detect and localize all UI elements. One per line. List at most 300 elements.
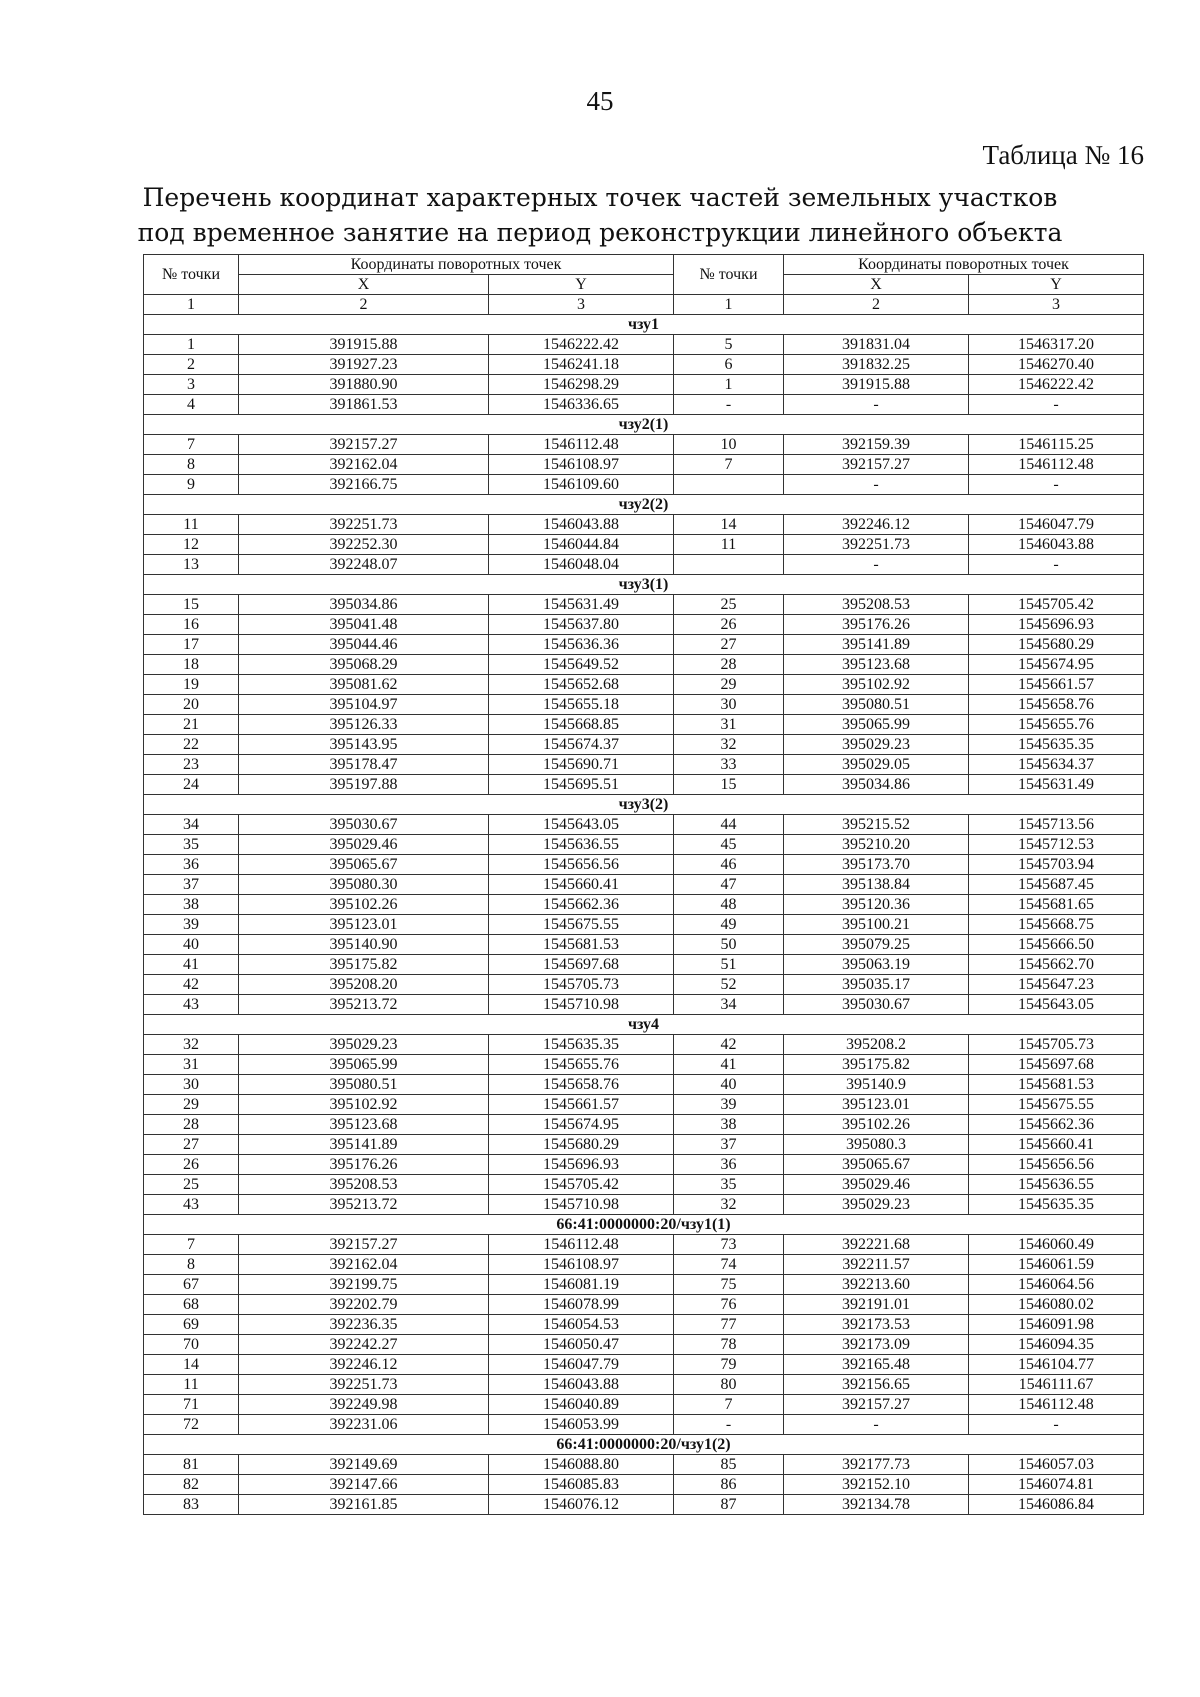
- table-cell: 395213.72: [239, 1195, 489, 1215]
- table-cell: 74: [674, 1255, 784, 1275]
- header-x: X: [784, 275, 969, 295]
- table-cell: 73: [674, 1235, 784, 1255]
- table-cell: 30: [674, 695, 784, 715]
- table-cell: 1546043.88: [489, 1375, 674, 1395]
- section-title: чзу4: [144, 1015, 1144, 1035]
- table-cell: 1546112.48: [489, 435, 674, 455]
- table-cell: 1545712.53: [969, 835, 1144, 855]
- table-cell: 1545696.93: [969, 615, 1144, 635]
- table-cell: 392251.73: [239, 515, 489, 535]
- table-cell: 392177.73: [784, 1455, 969, 1475]
- table-cell: 43: [144, 995, 239, 1015]
- table-cell: 1545658.76: [489, 1075, 674, 1095]
- table-row: [144, 1355, 1144, 1375]
- section-row: [144, 575, 1144, 595]
- table-cell: 1546109.60: [489, 475, 674, 495]
- table-cell: 1545662.70: [969, 955, 1144, 975]
- table-cell: 1546053.99: [489, 1415, 674, 1435]
- table-row: [144, 455, 1144, 475]
- table-cell: 1546115.25: [969, 435, 1144, 455]
- table-cell: 1546048.04: [489, 555, 674, 575]
- table-cell: 1546298.29: [489, 375, 674, 395]
- table-cell: 395215.52: [784, 815, 969, 835]
- table-cell: 392162.04: [239, 455, 489, 475]
- table-cell: 1545661.57: [489, 1095, 674, 1115]
- table-cell: 1545675.55: [969, 1095, 1144, 1115]
- table-cell: 1545703.94: [969, 855, 1144, 875]
- table-cell: 392251.73: [239, 1375, 489, 1395]
- table-cell: 395141.89: [784, 635, 969, 655]
- section-row: [144, 495, 1144, 515]
- table-cell: 25: [144, 1175, 239, 1195]
- table-cell: 1546108.97: [489, 1255, 674, 1275]
- table-cell: 33: [674, 755, 784, 775]
- table-cell: 395029.23: [784, 735, 969, 755]
- table-cell: 1545643.05: [489, 815, 674, 835]
- table-cell: 70: [144, 1335, 239, 1355]
- table-cell: 47: [674, 875, 784, 895]
- table-row: [144, 1095, 1144, 1115]
- table-cell: 391915.88: [239, 335, 489, 355]
- table-cell: 395123.68: [239, 1115, 489, 1135]
- table-cell: 1545662.36: [489, 895, 674, 915]
- table-cell: 36: [144, 855, 239, 875]
- table-row: [144, 555, 1144, 575]
- table-cell: 392251.73: [784, 535, 969, 555]
- table-cell: 395141.89: [239, 1135, 489, 1155]
- table-cell: 36: [674, 1155, 784, 1175]
- table-row: [144, 1115, 1144, 1135]
- table-row: [144, 1035, 1144, 1055]
- table-cell: 395104.97: [239, 695, 489, 715]
- table-cell: 7: [674, 455, 784, 475]
- table-cell: 395213.72: [239, 995, 489, 1015]
- table-cell: 35: [144, 835, 239, 855]
- table-cell: 38: [674, 1115, 784, 1135]
- table-cell: 1545690.71: [489, 755, 674, 775]
- table-cell: 7: [144, 435, 239, 455]
- table-cell: 37: [674, 1135, 784, 1155]
- column-number: 2: [784, 295, 969, 315]
- table-cell: 391880.90: [239, 375, 489, 395]
- table-cell: 1545635.35: [489, 1035, 674, 1055]
- table-cell: 1545710.98: [489, 1195, 674, 1215]
- table-cell: -: [784, 555, 969, 575]
- section-title: чзу2(2): [144, 495, 1144, 515]
- table-cell: 1546081.19: [489, 1275, 674, 1295]
- table-cell: -: [969, 1415, 1144, 1435]
- table-cell: 1545695.51: [489, 775, 674, 795]
- table-cell: 1545674.95: [969, 655, 1144, 675]
- table-cell: 1545705.73: [489, 975, 674, 995]
- table-cell: 1546043.88: [489, 515, 674, 535]
- table-cell: 4: [144, 395, 239, 415]
- table-cell: 395208.53: [239, 1175, 489, 1195]
- table-row: [144, 1375, 1144, 1395]
- table-row: [144, 435, 1144, 455]
- table-cell: 1546086.84: [969, 1495, 1144, 1515]
- table-cell: 395080.51: [239, 1075, 489, 1095]
- header-coords: Координаты поворотных точек: [784, 255, 1144, 275]
- table-cell: 391831.04: [784, 335, 969, 355]
- table-row: [144, 835, 1144, 855]
- table-row: [144, 1195, 1144, 1215]
- table-cell: 1546085.83: [489, 1475, 674, 1495]
- header-y: Y: [489, 275, 674, 295]
- table-cell: 392147.66: [239, 1475, 489, 1495]
- table-cell: 42: [144, 975, 239, 995]
- table-cell: 1545674.37: [489, 735, 674, 755]
- table-cell: 395123.68: [784, 655, 969, 675]
- table-row: [144, 1295, 1144, 1315]
- table-cell: 50: [674, 935, 784, 955]
- table-cell: 1546112.48: [969, 1395, 1144, 1415]
- table-cell: 392202.79: [239, 1295, 489, 1315]
- section-title: чзу3(1): [144, 575, 1144, 595]
- table-row: [144, 715, 1144, 735]
- table-cell: 87: [674, 1495, 784, 1515]
- table-cell: 392242.27: [239, 1335, 489, 1355]
- table-cell: 29: [144, 1095, 239, 1115]
- table-cell: -: [969, 555, 1144, 575]
- table-cell: 392191.01: [784, 1295, 969, 1315]
- table-cell: 1545674.95: [489, 1115, 674, 1135]
- table-cell: -: [674, 1415, 784, 1435]
- table-cell: 395176.26: [784, 615, 969, 635]
- table-row: [144, 535, 1144, 555]
- table-cell: 81: [144, 1455, 239, 1475]
- table-cell: 1545661.57: [969, 675, 1144, 695]
- table-cell: 49: [674, 915, 784, 935]
- table-cell: 39: [144, 915, 239, 935]
- column-number: 1: [674, 295, 784, 315]
- table-cell: 42: [674, 1035, 784, 1055]
- table-cell: 34: [674, 995, 784, 1015]
- table-cell: 44: [674, 815, 784, 835]
- table-cell: 76: [674, 1295, 784, 1315]
- table-cell: 7: [144, 1235, 239, 1255]
- table-row: [144, 775, 1144, 795]
- table-cell: 32: [674, 735, 784, 755]
- table-cell: 67: [144, 1275, 239, 1295]
- table-cell: 395176.26: [239, 1155, 489, 1175]
- table-cell: 395140.9: [784, 1075, 969, 1095]
- table-cell: 1546078.99: [489, 1295, 674, 1315]
- table-cell: 1545655.76: [489, 1055, 674, 1075]
- table-row: [144, 955, 1144, 975]
- table-cell: 1545656.56: [489, 855, 674, 875]
- table-cell: -: [784, 395, 969, 415]
- table-cell: 9: [144, 475, 239, 495]
- title-line: под временное занятие на период реконструкции линейного объекта: [137, 218, 1063, 247]
- table-row: [144, 1495, 1144, 1515]
- table-cell: 43: [144, 1195, 239, 1215]
- table-cell: 391927.23: [239, 355, 489, 375]
- table-cell: 51: [674, 955, 784, 975]
- table-cell: 395175.82: [784, 1055, 969, 1075]
- table-row: [144, 1075, 1144, 1095]
- table-cell: 41: [674, 1055, 784, 1075]
- header-point-no: № точки: [674, 255, 784, 295]
- table-cell: 22: [144, 735, 239, 755]
- table-row: [144, 1135, 1144, 1155]
- table-cell: 1545649.52: [489, 655, 674, 675]
- table-row: [144, 595, 1144, 615]
- table-cell: 8: [144, 1255, 239, 1275]
- table-cell: 11: [674, 535, 784, 555]
- section-title: чзу1: [144, 315, 1144, 335]
- column-number: 2: [239, 295, 489, 315]
- table-cell: 1545660.41: [489, 875, 674, 895]
- table-cell: 1546054.53: [489, 1315, 674, 1335]
- table-cell: 1545652.68: [489, 675, 674, 695]
- table-cell: 392157.27: [784, 1395, 969, 1415]
- table-row: [144, 655, 1144, 675]
- table-cell: 25: [674, 595, 784, 615]
- table-cell: 1546270.40: [969, 355, 1144, 375]
- table-cell: 1546222.42: [489, 335, 674, 355]
- table-cell: 1545636.36: [489, 635, 674, 655]
- table-cell: 395044.46: [239, 635, 489, 655]
- table-cell: 395029.23: [784, 1195, 969, 1215]
- table-cell: 1546047.79: [489, 1355, 674, 1375]
- table-cell: 1545705.42: [969, 595, 1144, 615]
- table-cell: 1546064.56: [969, 1275, 1144, 1295]
- header-coords: Координаты поворотных точек: [239, 255, 674, 275]
- table-row: [144, 635, 1144, 655]
- table-cell: 392249.98: [239, 1395, 489, 1415]
- table-cell: 395100.21: [784, 915, 969, 935]
- table-cell: 1545631.49: [489, 595, 674, 615]
- table-cell: 86: [674, 1475, 784, 1495]
- table-row: [144, 735, 1144, 755]
- table-cell: 395034.86: [239, 595, 489, 615]
- table-cell: 48: [674, 895, 784, 915]
- table-cell: 11: [144, 515, 239, 535]
- table-cell: 1545713.56: [969, 815, 1144, 835]
- table-row: [144, 1055, 1144, 1075]
- table-row: [144, 755, 1144, 775]
- table-cell: 392165.48: [784, 1355, 969, 1375]
- table-cell: 1545635.35: [969, 735, 1144, 755]
- table-row: [144, 1415, 1144, 1435]
- table-cell: 41: [144, 955, 239, 975]
- table-cell: 8: [144, 455, 239, 475]
- table-cell: 392236.35: [239, 1315, 489, 1335]
- table-cell: 392248.07: [239, 555, 489, 575]
- table-cell: 18: [144, 655, 239, 675]
- table-cell: 15: [144, 595, 239, 615]
- table-cell: 392246.12: [784, 515, 969, 535]
- title-line: Перечень координат характерных точек частей земельных участков: [142, 183, 1058, 212]
- table-cell: 77: [674, 1315, 784, 1335]
- table-cell: 80: [674, 1375, 784, 1395]
- table-cell: 392162.04: [239, 1255, 489, 1275]
- table-cell: [674, 555, 784, 575]
- table-cell: 1545681.53: [489, 935, 674, 955]
- table-cell: 83: [144, 1495, 239, 1515]
- table-cell: 392134.78: [784, 1495, 969, 1515]
- table-cell: 1545634.37: [969, 755, 1144, 775]
- table-cell: 392221.68: [784, 1235, 969, 1255]
- table-body: [144, 315, 1144, 1515]
- table-cell: 392157.27: [239, 1235, 489, 1255]
- table-cell: 29: [674, 675, 784, 695]
- table-cell: 1546317.20: [969, 335, 1144, 355]
- table-cell: 1545658.76: [969, 695, 1144, 715]
- table-cell: 85: [674, 1455, 784, 1475]
- table-cell: 40: [674, 1075, 784, 1095]
- table-row: [144, 1275, 1144, 1295]
- table-cell: 28: [144, 1115, 239, 1135]
- table-cell: 395068.29: [239, 655, 489, 675]
- table-cell: 1546108.97: [489, 455, 674, 475]
- table-cell: 46: [674, 855, 784, 875]
- table-cell: 1546074.81: [969, 1475, 1144, 1495]
- table-cell: 1546088.80: [489, 1455, 674, 1475]
- table-cell: 391861.53: [239, 395, 489, 415]
- table-cell: 392199.75: [239, 1275, 489, 1295]
- section-row: [144, 415, 1144, 435]
- table-cell: 1545668.75: [969, 915, 1144, 935]
- table-cell: 392157.27: [239, 435, 489, 455]
- table-cell: 31: [674, 715, 784, 735]
- table-cell: 395102.26: [239, 895, 489, 915]
- table-cell: 1546336.65: [489, 395, 674, 415]
- table-cell: 14: [674, 515, 784, 535]
- table-row: [144, 1395, 1144, 1415]
- document-title: [0, 180, 1200, 250]
- table-cell: 395079.25: [784, 935, 969, 955]
- table-row: [144, 915, 1144, 935]
- table-cell: 1546111.67: [969, 1375, 1144, 1395]
- table-cell: 395065.99: [239, 1055, 489, 1075]
- table-cell: 395029.46: [239, 835, 489, 855]
- table-cell: 391832.25: [784, 355, 969, 375]
- table-cell: -: [784, 475, 969, 495]
- table-cell: 1545681.65: [969, 895, 1144, 915]
- table-cell: 26: [144, 1155, 239, 1175]
- table-cell: 392231.06: [239, 1415, 489, 1435]
- table-cell: 1545705.73: [969, 1035, 1144, 1055]
- table-cell: 392152.10: [784, 1475, 969, 1495]
- table-cell: 395178.47: [239, 755, 489, 775]
- table-row: [144, 815, 1144, 835]
- table-cell: 68: [144, 1295, 239, 1315]
- table-cell: 395208.20: [239, 975, 489, 995]
- table-cell: 395041.48: [239, 615, 489, 635]
- table-cell: 392157.27: [784, 455, 969, 475]
- table-cell: 19: [144, 675, 239, 695]
- table-cell: 1545637.80: [489, 615, 674, 635]
- table-cell: 45: [674, 835, 784, 855]
- table-cell: 395140.90: [239, 935, 489, 955]
- table-cell: 395035.17: [784, 975, 969, 995]
- table-cell: 1545697.68: [489, 955, 674, 975]
- table-cell: 395197.88: [239, 775, 489, 795]
- table-row: [144, 335, 1144, 355]
- table-cell: 1546047.79: [969, 515, 1144, 535]
- table-cell: 37: [144, 875, 239, 895]
- table-cell: 392149.69: [239, 1455, 489, 1475]
- table-row: [144, 695, 1144, 715]
- table-cell: -: [969, 395, 1144, 415]
- table-cell: 75: [674, 1275, 784, 1295]
- table-cell: 35: [674, 1175, 784, 1195]
- table-cell: 78: [674, 1335, 784, 1355]
- table-row: [144, 395, 1144, 415]
- table-cell: 395065.99: [784, 715, 969, 735]
- table-cell: 395123.01: [784, 1095, 969, 1115]
- table-row: [144, 875, 1144, 895]
- table-cell: 395030.67: [784, 995, 969, 1015]
- table-cell: 40: [144, 935, 239, 955]
- table-row: [144, 975, 1144, 995]
- table-cell: 1545680.29: [969, 635, 1144, 655]
- table-row: [144, 855, 1144, 875]
- table-cell: 27: [144, 1135, 239, 1155]
- section-title: 66:41:0000000:20/чзу1(2): [144, 1435, 1144, 1455]
- table-cell: 30: [144, 1075, 239, 1095]
- table-cell: 395138.84: [784, 875, 969, 895]
- table-cell: 23: [144, 755, 239, 775]
- table-cell: 12: [144, 535, 239, 555]
- table-cell: 1545687.45: [969, 875, 1144, 895]
- table-cell: 1: [144, 335, 239, 355]
- table-cell: 1545675.55: [489, 915, 674, 935]
- table-cell: 395126.33: [239, 715, 489, 735]
- header-x: X: [239, 275, 489, 295]
- table-cell: 395034.86: [784, 775, 969, 795]
- table-cell: 2: [144, 355, 239, 375]
- section-row: [144, 795, 1144, 815]
- table-cell: 392173.53: [784, 1315, 969, 1335]
- table-cell: 1545705.42: [489, 1175, 674, 1195]
- table-row: [144, 1235, 1144, 1255]
- table-cell: 395029.23: [239, 1035, 489, 1055]
- table-cell: 395210.20: [784, 835, 969, 855]
- header-point-no: № точки: [144, 255, 239, 295]
- table-cell: 71: [144, 1395, 239, 1415]
- table-cell: 392173.09: [784, 1335, 969, 1355]
- table-cell: 395208.2: [784, 1035, 969, 1055]
- table-cell: 395123.01: [239, 915, 489, 935]
- table-cell: 1545635.35: [969, 1195, 1144, 1215]
- table-cell: 1545656.56: [969, 1155, 1144, 1175]
- table-header: [144, 255, 1144, 315]
- table-row: [144, 515, 1144, 535]
- table-cell: 82: [144, 1475, 239, 1495]
- table-cell: 72: [144, 1415, 239, 1435]
- table-cell: 11: [144, 1375, 239, 1395]
- section-title: чзу2(1): [144, 415, 1144, 435]
- table-cell: 395080.30: [239, 875, 489, 895]
- table-cell: 5: [674, 335, 784, 355]
- table-row: [144, 1455, 1144, 1475]
- table-cell: 1546241.18: [489, 355, 674, 375]
- table-cell: 16: [144, 615, 239, 635]
- column-number: 3: [969, 295, 1144, 315]
- table-cell: 39: [674, 1095, 784, 1115]
- coordinates-table: [143, 254, 1144, 1515]
- table-cell: 1546040.89: [489, 1395, 674, 1415]
- table-cell: 28: [674, 655, 784, 675]
- table-row: [144, 1175, 1144, 1195]
- table-row: [144, 995, 1144, 1015]
- table-cell: 1545662.36: [969, 1115, 1144, 1135]
- table-cell: 395030.67: [239, 815, 489, 835]
- table-cell: 38: [144, 895, 239, 915]
